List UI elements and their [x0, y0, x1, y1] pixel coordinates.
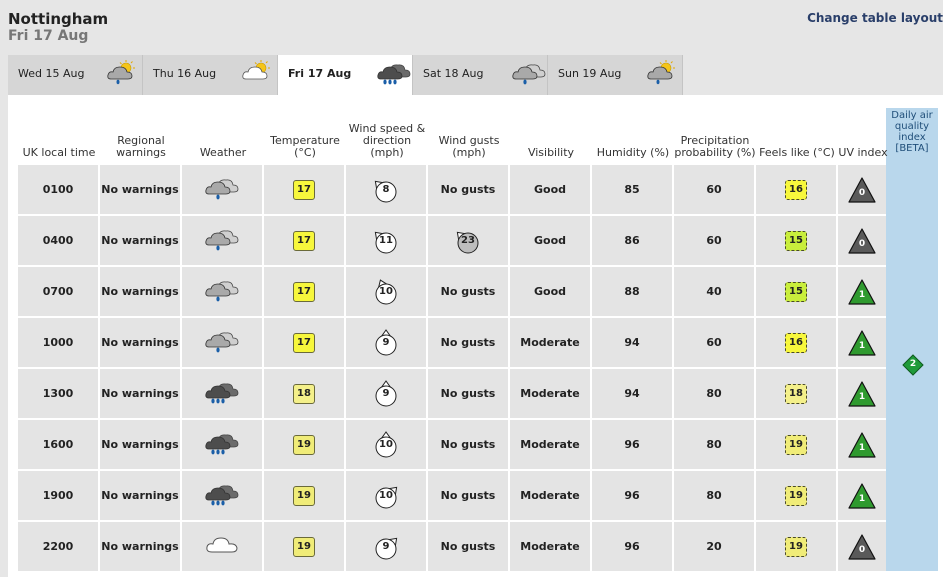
uv-value: 1: [858, 391, 866, 402]
table-row: [18, 369, 888, 420]
precip-cell: [674, 267, 754, 316]
uv-cell: [838, 165, 886, 214]
visibility-cell: [510, 471, 590, 520]
warnings-cell: [100, 267, 180, 316]
precip-value: 80: [706, 438, 722, 451]
feels-like-cell: [756, 216, 836, 265]
feels-like-badge: 19: [785, 435, 807, 455]
gust-speed: 23: [461, 234, 475, 246]
time-value: 2200: [42, 540, 74, 553]
table-row: [18, 522, 888, 573]
wind-cell: [346, 267, 426, 316]
feels-like-badge: 15: [785, 282, 807, 302]
weather-cell: [182, 267, 262, 316]
humidity-value: 96: [624, 489, 640, 502]
visibility-value: Moderate: [520, 489, 580, 502]
uv-value: 0: [858, 187, 866, 198]
weather-cell: [182, 420, 262, 469]
humidity-value: 96: [624, 438, 640, 451]
table-row: [18, 267, 888, 318]
warnings-cell: [100, 165, 180, 214]
time-cell: [18, 318, 98, 367]
col-feels-header: Feels like (°C): [759, 146, 835, 159]
wind-speed: 8: [382, 183, 390, 195]
gusts-cell: [428, 369, 508, 418]
gust-value: No gusts: [440, 387, 496, 400]
uv-triangle-icon: [847, 482, 877, 510]
air-quality-column: [886, 108, 938, 571]
time-value: 0400: [42, 234, 74, 247]
uv-cell: [838, 420, 886, 469]
precip-cell: [674, 522, 754, 571]
time-cell: [18, 165, 98, 214]
gust-value: No gusts: [440, 540, 496, 553]
feels-like-cell: [756, 318, 836, 367]
gusts-cell: [428, 522, 508, 571]
tab-thu-16-aug[interactable]: [143, 55, 278, 95]
uv-value: 0: [858, 544, 866, 555]
wind-direction-icon: [371, 175, 401, 205]
gusts-cell: [428, 420, 508, 469]
wind-cell: [346, 369, 426, 418]
feels-like-cell: [756, 471, 836, 520]
table-row: [18, 471, 888, 522]
precip-cell: [674, 318, 754, 367]
wind-speed: 9: [382, 540, 390, 552]
table-row: [18, 165, 888, 216]
warning-value: No warnings: [101, 387, 179, 400]
table-row: [18, 216, 888, 267]
gusts-cell: [428, 216, 508, 265]
time-cell: [18, 471, 98, 520]
feels-like-badge: 19: [785, 537, 807, 557]
visibility-cell: [510, 267, 590, 316]
uv-triangle-icon: [847, 176, 877, 204]
humidity-value: 85: [624, 183, 640, 196]
temperature-badge: 19: [293, 435, 315, 455]
gust-value: No gusts: [440, 285, 496, 298]
visibility-value: Moderate: [520, 387, 580, 400]
warnings-cell: [100, 318, 180, 367]
visibility-cell: [510, 318, 590, 367]
feels-like-badge: 18: [785, 384, 807, 404]
col-gusts-header: Wind gusts (mph): [438, 134, 500, 159]
humidity-cell: [592, 318, 672, 367]
wind-speed: 10: [379, 438, 393, 450]
temperature-badge: 17: [293, 231, 315, 251]
uv-cell: [838, 216, 886, 265]
time-cell: [18, 267, 98, 316]
forecast-rows: [18, 165, 888, 573]
wind-direction-icon: [371, 532, 401, 562]
heavy-rain-cloud-icon: [204, 480, 240, 511]
humidity-value: 94: [624, 336, 640, 349]
uv-triangle-icon: [847, 431, 877, 459]
col-weather-header: Weather: [199, 146, 247, 159]
visibility-value: Moderate: [520, 540, 580, 553]
temperature-cell: [264, 318, 344, 367]
visibility-cell: [510, 216, 590, 265]
table-header: [18, 105, 888, 165]
visibility-cell: [510, 369, 590, 418]
humidity-cell: [592, 369, 672, 418]
time-cell: [18, 369, 98, 418]
humidity-cell: [592, 267, 672, 316]
precip-value: 60: [706, 336, 722, 349]
precip-value: 80: [706, 387, 722, 400]
warnings-cell: [100, 522, 180, 571]
temperature-cell: [264, 267, 344, 316]
tab-wed-15-aug[interactable]: [8, 55, 143, 95]
col-humidity-header: Humidity (%): [596, 146, 670, 159]
feels-like-badge: 19: [785, 486, 807, 506]
sun-cloud-rain-icon: [106, 59, 138, 85]
wind-gust-icon: [453, 226, 483, 256]
aqi-header: Daily air quality index [BETA]: [891, 110, 933, 154]
white-cloud-icon: [204, 532, 240, 561]
gusts-cell: [428, 471, 508, 520]
temperature-badge: 19: [293, 537, 315, 557]
humidity-value: 86: [624, 234, 640, 247]
visibility-value: Good: [533, 234, 567, 247]
time-value: 0100: [42, 183, 74, 196]
heavy-rain-cloud-icon: [376, 59, 408, 85]
wind-direction-icon: [371, 226, 401, 256]
humidity-value: 88: [624, 285, 640, 298]
tab-label: Thu 16 Aug: [153, 67, 217, 80]
visibility-cell: [510, 420, 590, 469]
temperature-cell: [264, 216, 344, 265]
feels-like-cell: [756, 420, 836, 469]
uv-triangle-icon: [847, 278, 877, 306]
wind-speed: 9: [382, 387, 390, 399]
feels-like-badge: 15: [785, 231, 807, 251]
tab-label: Fri 17 Aug: [288, 67, 352, 80]
col-precip-header: Precipitation probability (%): [674, 134, 756, 159]
wind-cell: [346, 420, 426, 469]
uv-value: 0: [858, 238, 866, 249]
humidity-value: 94: [624, 387, 640, 400]
warnings-cell: [100, 420, 180, 469]
gusts-cell: [428, 267, 508, 316]
humidity-cell: [592, 471, 672, 520]
visibility-value: Moderate: [520, 336, 580, 349]
precip-value: 60: [706, 234, 722, 247]
uv-triangle-icon: [847, 227, 877, 255]
feels-like-cell: [756, 522, 836, 571]
col-temperature-header: Temperature (°C): [270, 134, 340, 159]
uv-cell: [838, 267, 886, 316]
warning-value: No warnings: [101, 285, 179, 298]
temperature-cell: [264, 471, 344, 520]
wind-speed: 10: [379, 285, 393, 297]
col-uv-header: UV index: [838, 146, 888, 159]
col-warnings-header: Regional warnings: [116, 134, 166, 159]
col-time-header: UK local time: [22, 146, 96, 159]
wind-speed: 10: [379, 489, 393, 501]
warnings-cell: [100, 216, 180, 265]
gust-value: No gusts: [440, 438, 496, 451]
weather-cell: [182, 216, 262, 265]
humidity-cell: [592, 420, 672, 469]
visibility-value: Moderate: [520, 438, 580, 451]
precip-cell: [674, 420, 754, 469]
table-row: [18, 420, 888, 471]
feels-like-badge: 16: [785, 333, 807, 353]
gust-value: No gusts: [440, 489, 496, 502]
wind-cell: [346, 216, 426, 265]
precip-cell: [674, 471, 754, 520]
feels-like-cell: [756, 165, 836, 214]
warnings-cell: [100, 471, 180, 520]
uv-cell: [838, 471, 886, 520]
location-title: Nottingham: [8, 10, 109, 28]
humidity-cell: [592, 216, 672, 265]
warning-value: No warnings: [101, 234, 179, 247]
weather-cell: [182, 165, 262, 214]
light-rain-cloud-icon: [204, 276, 240, 307]
tab-label: Sat 18 Aug: [423, 67, 484, 80]
heavy-rain-cloud-icon: [204, 429, 240, 460]
time-value: 1000: [42, 336, 74, 349]
wind-direction-icon: [371, 430, 401, 460]
wind-direction-icon: [371, 277, 401, 307]
wind-speed: 11: [379, 234, 393, 246]
wind-cell: [346, 165, 426, 214]
visibility-value: Good: [533, 183, 567, 196]
time-value: 1900: [42, 489, 74, 502]
time-value: 1600: [42, 438, 74, 451]
uv-value: 1: [858, 493, 866, 504]
tab-label: Wed 15 Aug: [18, 67, 85, 80]
weather-cell: [182, 471, 262, 520]
tab-sun-19-aug[interactable]: [548, 55, 683, 95]
humidity-value: 96: [624, 540, 640, 553]
warnings-cell: [100, 369, 180, 418]
temperature-badge: 19: [293, 486, 315, 506]
precip-cell: [674, 165, 754, 214]
gust-value: No gusts: [440, 183, 496, 196]
heavy-rain-cloud-icon: [204, 378, 240, 409]
temperature-cell: [264, 420, 344, 469]
time-value: 0700: [42, 285, 74, 298]
aqi-diamond-icon[interactable]: [902, 354, 924, 376]
wind-cell: [346, 318, 426, 367]
gusts-cell: [428, 165, 508, 214]
warning-value: No warnings: [101, 438, 179, 451]
tab-label: Sun 19 Aug: [558, 67, 622, 80]
visibility-cell: [510, 522, 590, 571]
time-cell: [18, 420, 98, 469]
time-cell: [18, 522, 98, 571]
tab-sat-18-aug[interactable]: [413, 55, 548, 95]
visibility-cell: [510, 165, 590, 214]
uv-triangle-icon: [847, 533, 877, 561]
weather-cell: [182, 522, 262, 571]
temperature-badge: 17: [293, 180, 315, 200]
tab-fri-17-aug[interactable]: [278, 55, 413, 97]
precip-value: 40: [706, 285, 722, 298]
feels-like-cell: [756, 369, 836, 418]
temperature-cell: [264, 165, 344, 214]
temperature-badge: 17: [293, 282, 315, 302]
wind-direction-icon: [371, 328, 401, 358]
weather-cell: [182, 318, 262, 367]
table-row: [18, 318, 888, 369]
sun-cloud-rain-icon: [646, 59, 678, 85]
wind-cell: [346, 522, 426, 571]
col-wind-header: Wind speed & direction (mph): [348, 122, 426, 159]
time-value: 1300: [42, 387, 74, 400]
light-rain-cloud-icon: [511, 59, 543, 85]
wind-cell: [346, 471, 426, 520]
day-tabs: [8, 55, 683, 95]
humidity-cell: [592, 522, 672, 571]
visibility-value: Good: [533, 285, 567, 298]
wind-direction-icon: [371, 379, 401, 409]
light-rain-cloud-icon: [204, 174, 240, 205]
location-date: Fri 17 Aug: [8, 28, 89, 44]
precip-value: 60: [706, 183, 722, 196]
feels-like-cell: [756, 267, 836, 316]
light-rain-cloud-icon: [204, 225, 240, 256]
uv-triangle-icon: [847, 380, 877, 408]
temperature-badge: 17: [293, 333, 315, 353]
warning-value: No warnings: [101, 336, 179, 349]
uv-triangle-icon: [847, 329, 877, 357]
col-visibility-header: Visibility: [527, 146, 575, 159]
wind-direction-icon: [371, 481, 401, 511]
warning-value: No warnings: [101, 183, 179, 196]
uv-value: 1: [858, 340, 866, 351]
aqi-value: 2: [909, 359, 917, 369]
precip-cell: [674, 216, 754, 265]
precip-cell: [674, 369, 754, 418]
temperature-cell: [264, 522, 344, 571]
precip-value: 20: [706, 540, 722, 553]
forecast-panel: [8, 95, 943, 577]
light-rain-cloud-icon: [204, 327, 240, 358]
humidity-cell: [592, 165, 672, 214]
gust-value: No gusts: [440, 336, 496, 349]
precip-value: 80: [706, 489, 722, 502]
warning-value: No warnings: [101, 489, 179, 502]
sun-cloud-icon: [241, 59, 273, 85]
gusts-cell: [428, 318, 508, 367]
weather-cell: [182, 369, 262, 418]
warning-value: No warnings: [101, 540, 179, 553]
uv-cell: [838, 318, 886, 367]
uv-cell: [838, 369, 886, 418]
time-cell: [18, 216, 98, 265]
uv-value: 1: [858, 442, 866, 453]
wind-speed: 9: [382, 336, 390, 348]
change-table-layout-link[interactable]: Change table layout: [807, 11, 943, 25]
temperature-cell: [264, 369, 344, 418]
uv-cell: [838, 522, 886, 571]
uv-value: 1: [858, 289, 866, 300]
temperature-badge: 18: [293, 384, 315, 404]
feels-like-badge: 16: [785, 180, 807, 200]
